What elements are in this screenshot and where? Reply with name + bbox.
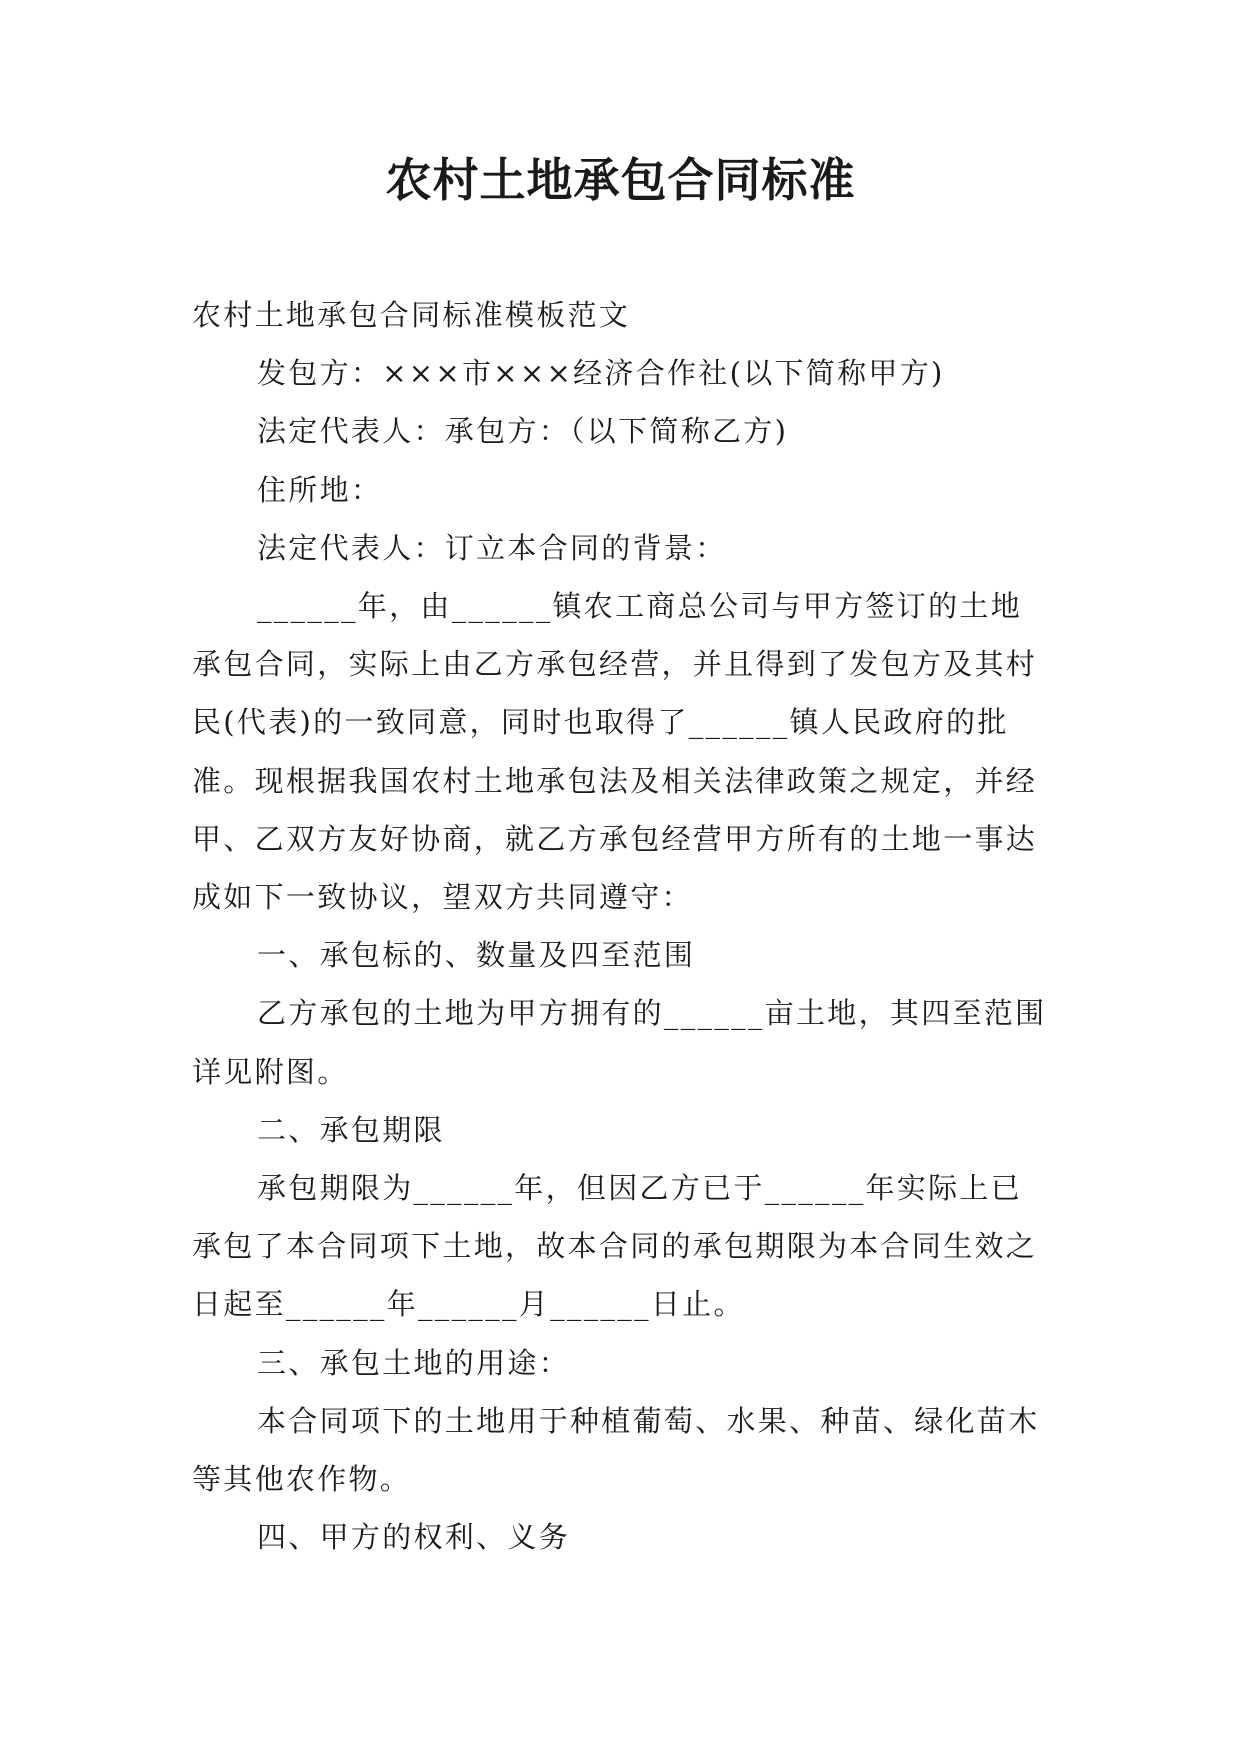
section-body-2: 承包期限为______年，但因乙方已于______年实际上已承包了本合同项下土地，故本合同的承包期限为本合同生效之日起至______年______月______日止。 (192, 1171, 1038, 1322)
document-subtitle: 农村土地承包合同标准模板范文 (192, 298, 631, 332)
party-a-line: 发包方：×××市×××经济合作社(以下简称甲方) (257, 356, 945, 391)
section-body-3: 本合同项下的土地用于种植葡萄、水果、种苗、绿化苗木等其他农作物。 (192, 1403, 1040, 1497)
background-paragraph: ______年，由______镇农工商总公司与甲方签订的土地承包合同，实际上由乙方承包经营，并且得到了发包方及其村民(代表)的一致同意，同时也取得了______镇人民政府的批准。现根据我国农村土地承包法及相关法律政策之规定，并经甲、乙双方友好协商，就乙方承包经营甲方所有的土地一事达成如下一致协议，望双方共同遵守： (192, 589, 1038, 915)
background-heading: 法定代表人：订立本合同的背景： (257, 530, 727, 565)
section-heading-3: 三、承包土地的用途： (257, 1345, 571, 1380)
legal-rep-party-b-line: 法定代表人：承包方：（以下简称乙方) (257, 414, 789, 449)
section-heading-1: 一、承包标的、数量及四至范围 (257, 938, 696, 973)
section-heading-2: 二、承包期限 (257, 1112, 445, 1147)
document-title: 农村土地承包合同标准 (385, 153, 856, 207)
address-line: 住所地： (257, 472, 383, 507)
document-body (192, 286, 1052, 1566)
section-body-1: 乙方承包的土地为甲方拥有的______亩土地，其四至范围详见附图。 (192, 996, 1047, 1089)
section-heading-4: 四、甲方的权利、义务 (257, 1520, 571, 1555)
